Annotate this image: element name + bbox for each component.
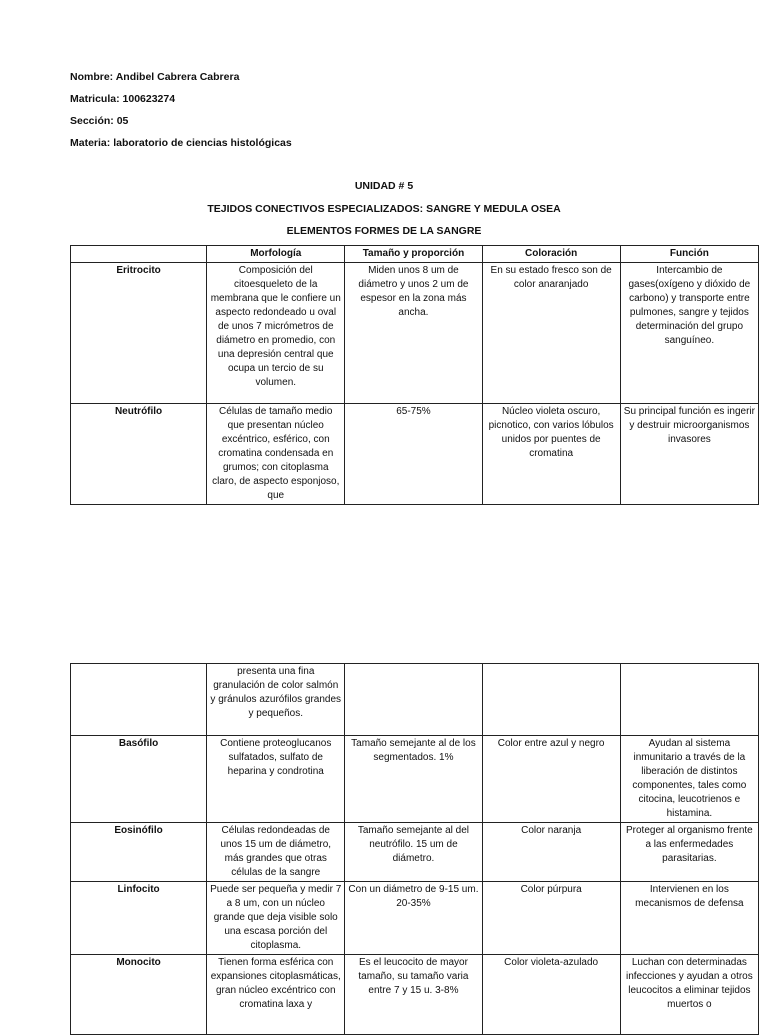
table-header-row xyxy=(71,246,759,263)
funcion-cell xyxy=(620,664,758,736)
column-header xyxy=(71,246,207,263)
column-header: Coloración xyxy=(482,246,620,263)
row-name-cell: Eritrocito xyxy=(71,263,207,404)
funcion-cell: Proteger al organismo frente a las enfermedades parasitarias. xyxy=(620,823,758,882)
table-row xyxy=(71,955,759,1035)
tamano-cell: Miden unos 8 um de diámetro y unos 2 um de espesor en la zona más ancha. xyxy=(345,263,482,404)
funcion-cell: Luchan con determinadas infecciones y ayudan a otros leucocitos a eliminar tejidos muertos o xyxy=(620,955,758,1035)
blood-elements-table-part1 xyxy=(70,245,759,505)
tamano-cell: Es el leucocito de mayor tamaño, su tamaño varia entre 7 y 15 u. 3-8% xyxy=(345,955,482,1035)
nombre-line xyxy=(70,71,239,83)
morfologia-cell: Tienen forma esférica con expansiones citoplasmáticas, gran núcleo excéntrico con cromatina laxa y xyxy=(207,955,345,1035)
coloracion-cell: Color púrpura xyxy=(482,882,620,955)
coloracion-cell: Núcleo violeta oscuro, picnotico, con varios lóbulos unidos por puentes de cromatina xyxy=(482,404,620,505)
coloracion-cell: Color violeta-azulado xyxy=(482,955,620,1035)
column-header: Morfología xyxy=(207,246,345,263)
unidad-title: UNIDAD # 5 xyxy=(354,180,414,192)
coloracion-cell: Color entre azul y negro xyxy=(482,736,620,823)
tamano-cell: Tamaño semejante al del neutrófilo. 15 um de diámetro. xyxy=(345,823,482,882)
funcion-cell: Ayudan al sistema inmunitario a través de la liberación de distintos componentes, tales como citocina, leucotrienos e histamina. xyxy=(620,736,758,823)
table-row xyxy=(71,736,759,823)
materia-value: laboratorio de ciencias histológicas xyxy=(113,137,292,149)
funcion-cell: Su principal función es ingerir y destruir microorganismos invasores xyxy=(620,404,758,505)
subtema-title: ELEMENTOS FORMES DE LA SANGRE xyxy=(286,225,482,237)
column-header: Función xyxy=(620,246,758,263)
matricula-label: Matricula: xyxy=(70,93,120,105)
row-name-cell: Neutrófilo xyxy=(71,404,207,505)
matricula-value: 100623274 xyxy=(122,93,176,105)
morfologia-cell: Contiene proteoglucanos sulfatados, sulfato de heparina y condrotina xyxy=(207,736,345,823)
seccion-label: Sección: xyxy=(70,115,114,127)
morfologia-cell: Composición del citoesqueleto de la membrana que le confiere un aspecto redondeado u oval de unos 7 micrómetros de diámetro en promedio, con una depresión central que ocupa un tercio de su volumen. xyxy=(207,263,345,404)
funcion-cell: Intercambio de gases(oxígeno y dióxido de carbono) y transporte entre pulmones, sangre y tejidos determinación del grupo sanguíneo. xyxy=(620,263,758,404)
materia-label: Materia: xyxy=(70,137,111,149)
morfologia-cell: Puede ser pequeña y medir 7 a 8 um, con un núcleo grande que deja visible solo una escasa porción del citoplasma. xyxy=(207,882,345,955)
row-name-cell: Linfocito xyxy=(71,882,207,955)
row-name-cell: Basófilo xyxy=(71,736,207,823)
tema-title: TEJIDOS CONECTIVOS ESPECIALIZADOS: SANGRE Y MEDULA OSEA xyxy=(207,203,561,215)
table-row xyxy=(71,404,759,505)
table-row xyxy=(71,882,759,955)
table-row xyxy=(71,664,759,736)
column-header: Tamaño y proporción xyxy=(345,246,482,263)
table-row xyxy=(71,263,759,404)
coloracion-cell xyxy=(482,664,620,736)
seccion-line xyxy=(70,115,128,127)
matricula-line xyxy=(70,93,175,105)
tamano-cell: Tamaño semejante al de los segmentados. 1% xyxy=(345,736,482,823)
morfologia-cell: presenta una fina granulación de color salmón y gránulos azurófilos grandes y pequeños. xyxy=(207,664,345,736)
funcion-cell: Intervienen en los mecanismos de defensa xyxy=(620,882,758,955)
row-name-cell: Monocito xyxy=(71,955,207,1035)
nombre-value: Andibel Cabrera Cabrera xyxy=(115,71,240,83)
row-name-cell xyxy=(71,664,207,736)
morfologia-cell: Células redondeadas de unos 15 um de diámetro, más grandes que otras células de la sangre xyxy=(207,823,345,882)
materia-line xyxy=(70,137,292,149)
morfologia-cell: Células de tamaño medio que presentan núcleo excéntrico, esférico, con cromatina condensada en grumos; con citoplasma claro, de aspecto esponjoso, que xyxy=(207,404,345,505)
seccion-value: 05 xyxy=(116,115,129,127)
tamano-cell: Con un diámetro de 9-15 um. 20-35% xyxy=(345,882,482,955)
tamano-cell xyxy=(345,664,482,736)
blood-elements-table-part2 xyxy=(70,663,759,1035)
coloracion-cell: En su estado fresco son de color anaranjado xyxy=(482,263,620,404)
row-name-cell: Eosinófilo xyxy=(71,823,207,882)
table-row xyxy=(71,823,759,882)
coloracion-cell: Color naranja xyxy=(482,823,620,882)
nombre-label: Nombre: xyxy=(70,71,114,83)
tamano-cell: 65-75% xyxy=(345,404,482,505)
